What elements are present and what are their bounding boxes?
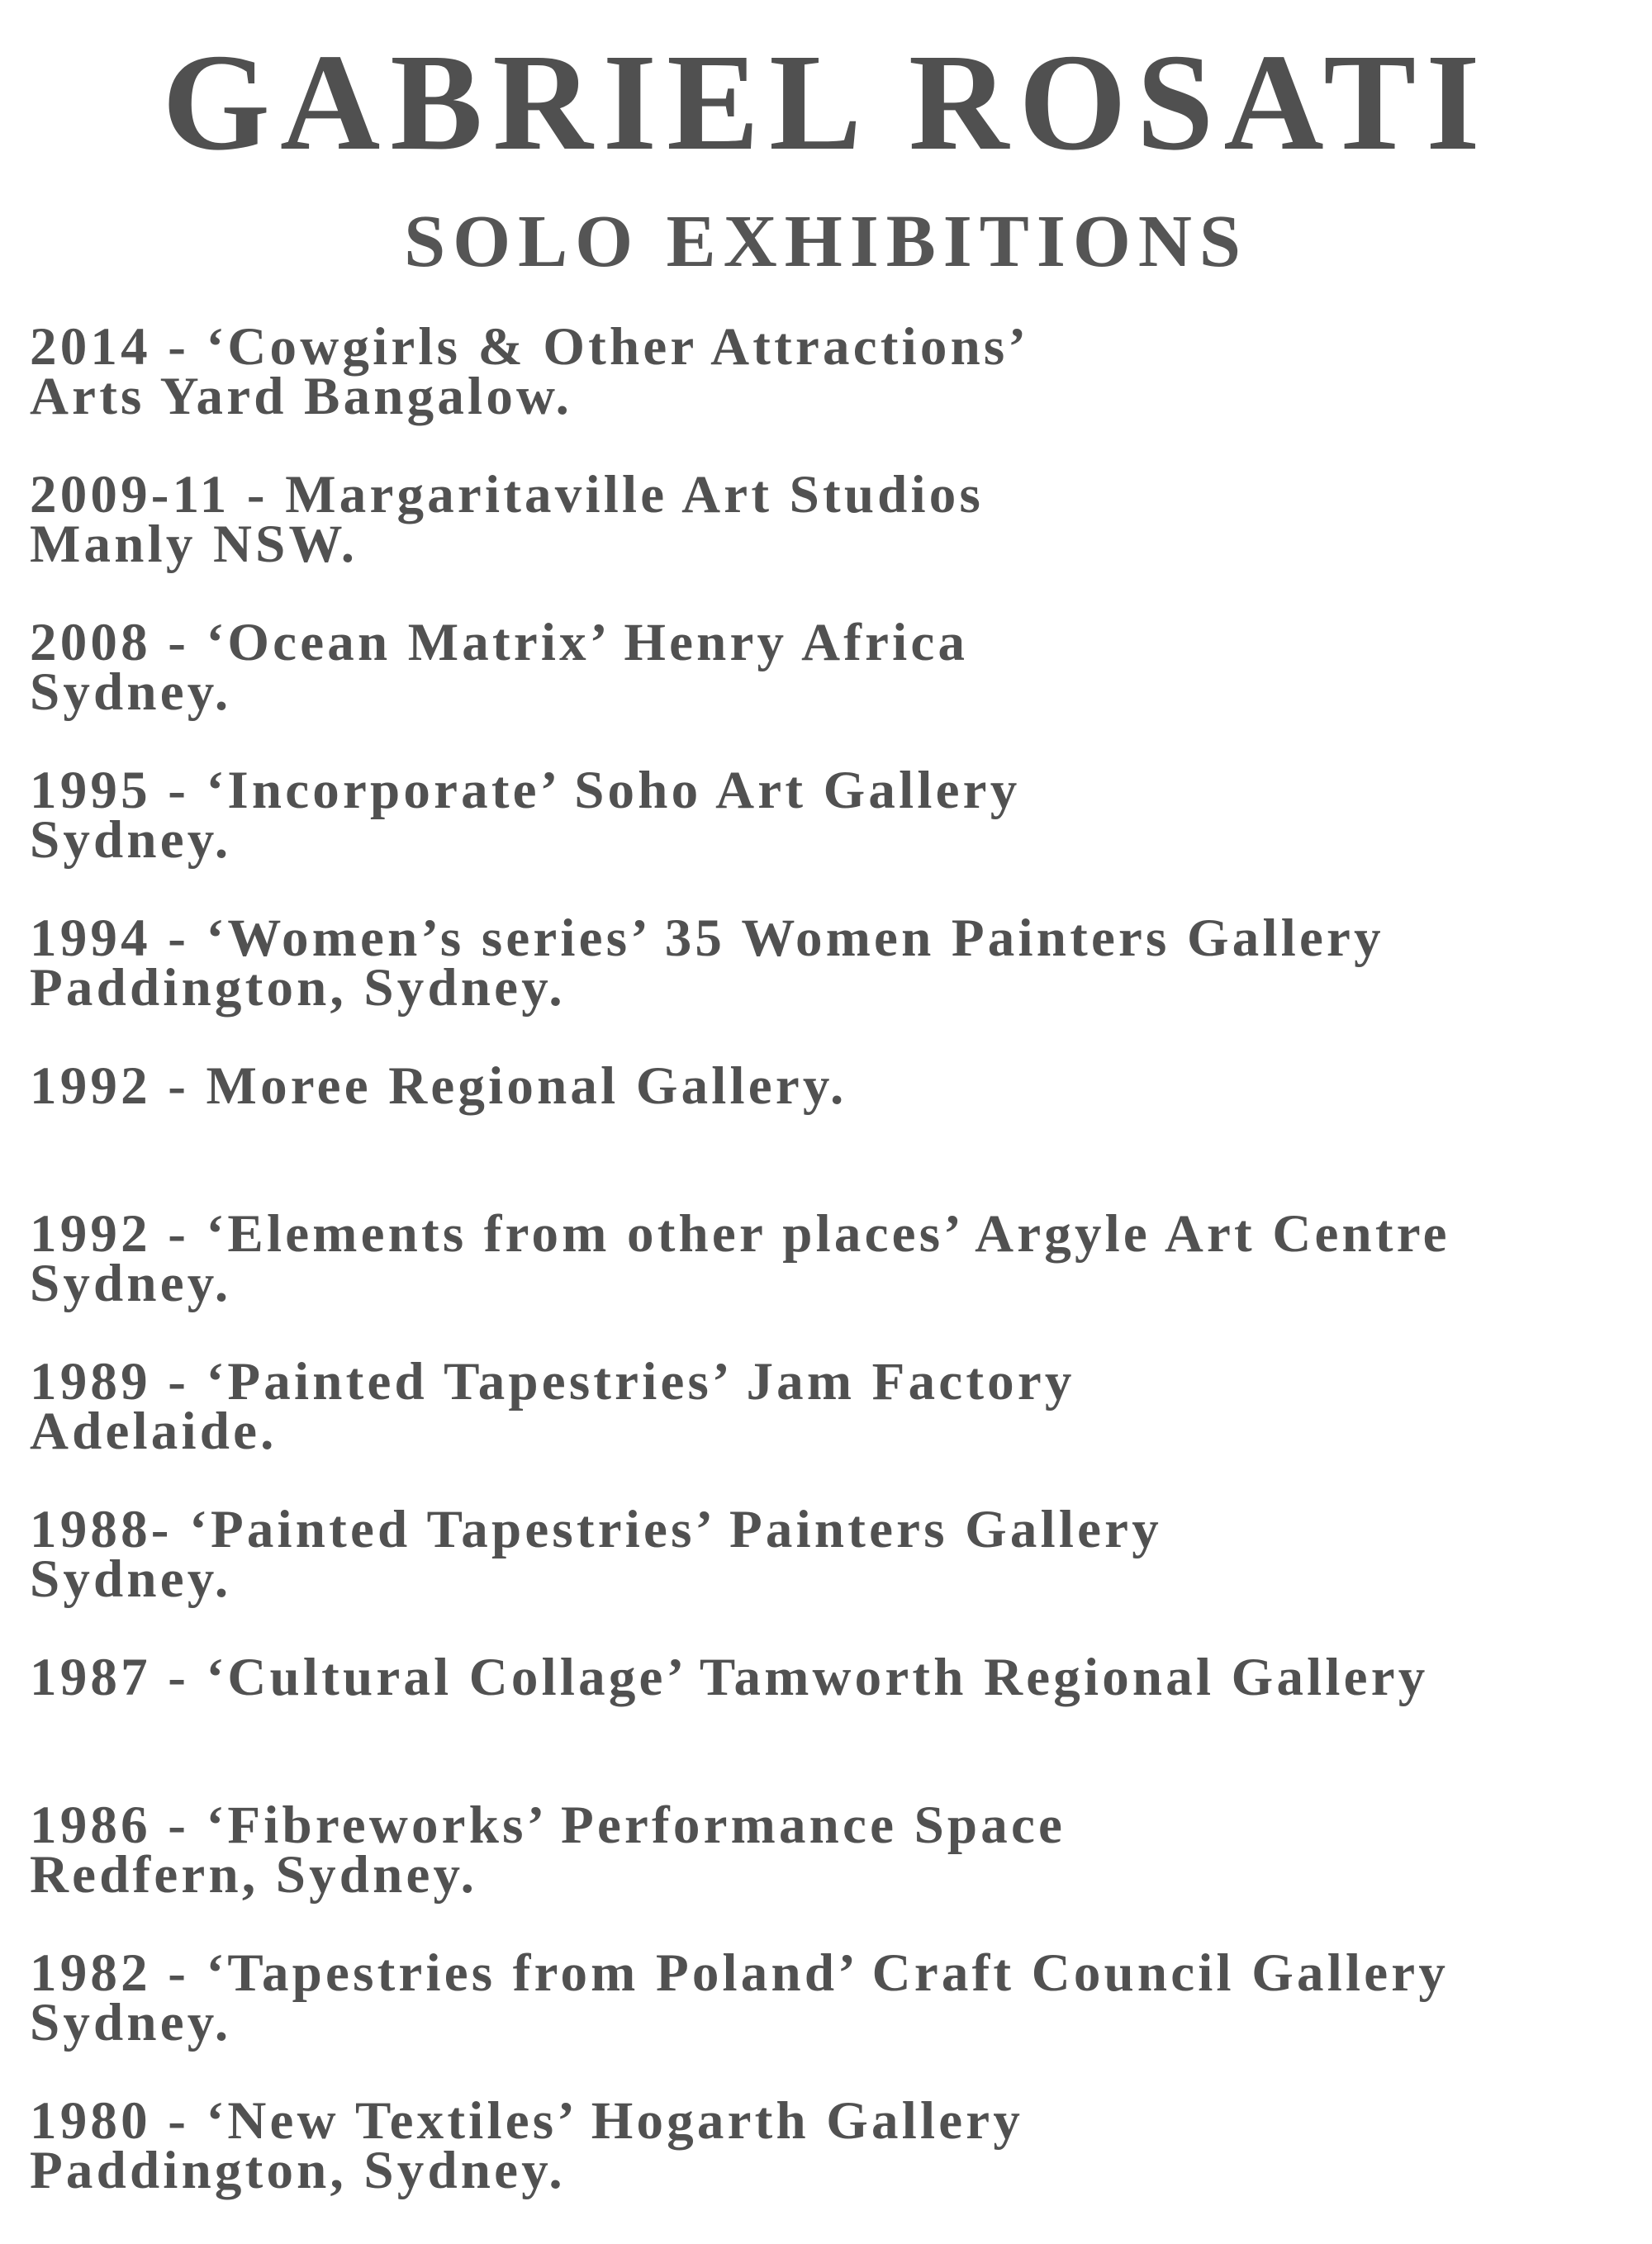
exhibition-location-line: Sydney. <box>30 1254 232 1313</box>
exhibition-entry <box>30 1796 1640 1948</box>
exhibition-entry <box>30 761 1640 913</box>
exhibition-title-line: 1986 - ‘Fibreworks’ Performance Space <box>30 1796 1066 1855</box>
exhibition-entry <box>30 1204 1640 1357</box>
exhibition-location-line: Sydney. <box>30 1993 232 2052</box>
exhibition-title-line: 1988- ‘Painted Tapestries’ Painters Gallery <box>30 1500 1162 1559</box>
exhibition-title-line: 2008 - ‘Ocean Matrix’ Henry Africa <box>30 613 969 672</box>
page-title: GABRIEL ROSATI <box>162 26 1490 179</box>
exhibition-entry <box>30 1943 1640 2096</box>
exhibition-location-line: Sydney. <box>30 662 232 722</box>
section-heading: SOLO EXHIBITIONS <box>404 201 1248 282</box>
exhibition-title-line: 1982 - ‘Tapestries from Poland’ Craft Council Gallery <box>30 1943 1450 2003</box>
exhibition-title-line: 2009-11 - Margaritaville Art Studios <box>30 465 984 524</box>
exhibition-location-line: Paddington, Sydney. <box>30 2141 566 2200</box>
exhibition-title-line: 1980 - ‘New Textiles’ Hogarth Gallery <box>30 2091 1024 2151</box>
exhibition-entry <box>30 909 1640 1061</box>
exhibition-list <box>30 317 1640 2244</box>
exhibition-title-line: 2014 - ‘Cowgirls & Other Attractions’ <box>30 317 1030 377</box>
exhibition-location-line: Redfern, Sydney. <box>30 1845 478 1905</box>
exhibition-title-line: 1992 - ‘Elements from other places’ Argyle Art Centre <box>30 1204 1450 1264</box>
exhibition-title-line: 1995 - ‘Incorporate’ Soho Art Gallery <box>30 761 1021 820</box>
exhibition-location-line: Arts Yard Bangalow. <box>30 367 573 426</box>
exhibition-title-line: 1992 - Moree Regional Gallery. <box>30 1056 847 1116</box>
exhibition-location-line: Sydney. <box>30 1549 232 1609</box>
exhibition-location-line: Adelaide. <box>30 1402 278 1461</box>
exhibition-entry <box>30 1056 1640 1209</box>
exhibition-entry <box>30 1352 1640 1505</box>
exhibition-location-line: Manly NSW. <box>30 515 358 574</box>
exhibition-entry <box>30 1500 1640 1653</box>
exhibition-location-line: Sydney. <box>30 810 232 870</box>
exhibition-location-line: Paddington, Sydney. <box>30 958 566 1018</box>
exhibition-title-line: 1987 - ‘Cultural Collage’ Tamworth Regional Gallery <box>30 1648 1429 1707</box>
exhibition-entry <box>30 1648 1640 1800</box>
exhibition-title-line: 1989 - ‘Painted Tapestries’ Jam Factory <box>30 1352 1075 1411</box>
exhibition-entry <box>30 613 1640 766</box>
exhibition-entry <box>30 465 1640 618</box>
exhibition-title-line: 1994 - ‘Women’s series’ 35 Women Painters Gallery <box>30 909 1384 968</box>
exhibition-entry <box>30 317 1640 470</box>
